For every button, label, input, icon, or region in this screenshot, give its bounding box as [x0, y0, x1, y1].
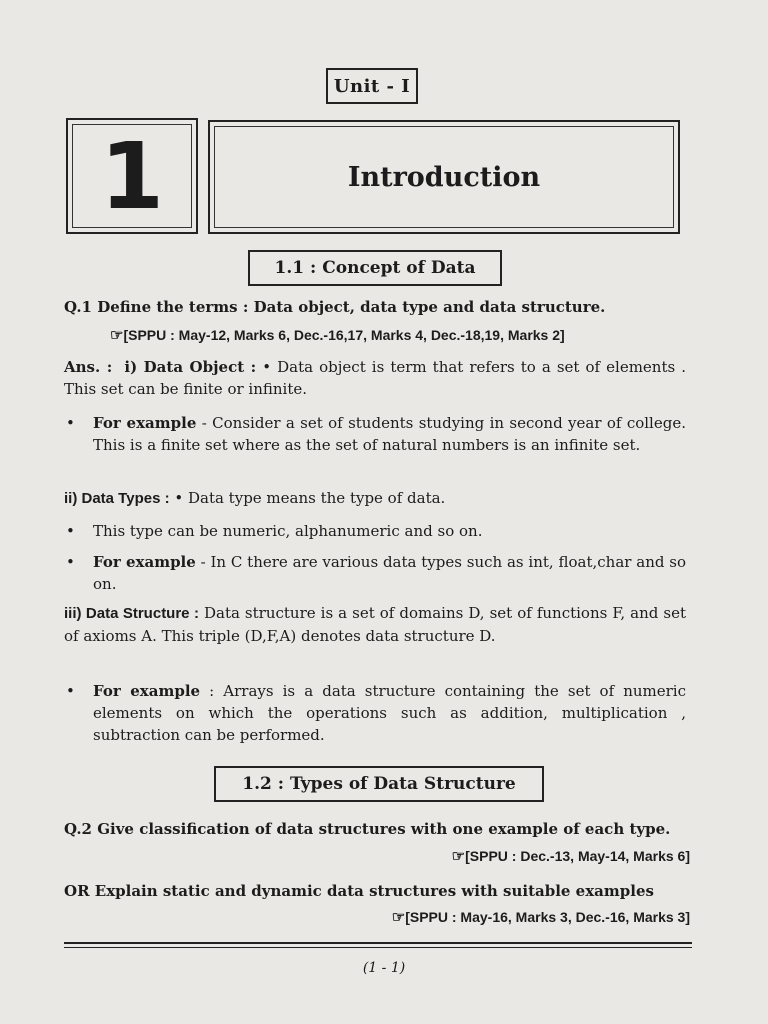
footer-rule [64, 942, 692, 944]
data-structure-heading: iii) Data Structure : [64, 605, 199, 622]
question-1: Q.1 Define the terms : Data object, data type and data structure. [64, 298, 606, 316]
pointing-hand-icon: ☞ [391, 909, 406, 926]
types-bullet-text: This type can be numeric, alphanumeric and so on. [93, 522, 483, 540]
question-2: Q.2 Give classification of data structures with one example of each type. [64, 820, 671, 838]
data-types-heading: ii) Data Types : [64, 490, 170, 507]
chapter-title: Introduction [214, 126, 674, 228]
question-2-reference [452, 845, 690, 868]
section-heading-types-of-data-structure: 1.2 : Types of Data Structure [214, 766, 544, 802]
question-2-alternate-reference [392, 906, 690, 929]
unit-label: Unit - I [326, 68, 418, 104]
bullet-icon: • [66, 414, 75, 432]
data-object-heading: i) Data Object : [124, 358, 257, 376]
pointing-hand-icon: ☞ [110, 327, 124, 344]
question-1-reference [110, 324, 565, 347]
example-3 [93, 680, 686, 746]
question-2-reference-text: [SPPU : Dec.-13, May-14, Marks 6] [465, 848, 690, 864]
question-2-alternate-reference-text: [SPPU : May-16, Marks 3, Dec.-16, Marks 3] [405, 909, 690, 925]
data-structure-paragraph [64, 602, 686, 647]
answer-label: Ans. : [64, 358, 113, 376]
chapter-number-box [66, 118, 198, 234]
section-heading-concept-of-data: 1.1 : Concept of Data [248, 250, 502, 286]
data-types-text: • Data type means the type of data. [169, 489, 446, 507]
example-2-heading: For example [93, 553, 196, 571]
example-3-text: : Arrays is a data structure containing the set of numeric elements on which the operations such as addition, multiplication , subtraction can be performed. [93, 682, 686, 744]
bullet-icon: • [66, 682, 75, 700]
answer-data-object [64, 356, 686, 400]
bullet-icon: • [66, 522, 75, 540]
chapter-title-box [208, 120, 680, 234]
bullet-icon: • [66, 553, 75, 571]
example-2 [93, 551, 686, 595]
chapter-number: 1 [72, 124, 192, 228]
example-1-heading: For example [93, 414, 197, 432]
data-object-text: • Data object is term that refers to a set of elements . This set can be finite or infinite. [64, 358, 686, 398]
page-number: (1 - 1) [362, 960, 406, 976]
footer-rule-thin [64, 947, 692, 948]
data-structure-text: Data structure is a set of domains D, set of functions F, and set of axioms A. This triple (D,F,A) denotes data structure D. [64, 604, 687, 645]
example-1-text: - Consider a set of students studying in second year of college. This is a finite set where as the set of natural numbers is an infinite set. [93, 414, 686, 454]
question-2-alternate: OR Explain static and dynamic data structures with suitable examples [64, 882, 654, 900]
example-1 [93, 412, 686, 456]
pointing-hand-icon: ☞ [451, 848, 466, 865]
example-2-text: - In C there are various data types such as int, float,char and so on. [93, 553, 686, 593]
example-3-heading: For example [93, 682, 201, 700]
data-types-line [64, 487, 686, 510]
question-1-reference-text: [SPPU : May-12, Marks 6, Dec.-16,17, Marks 4, Dec.-18,19, Marks 2] [123, 327, 565, 343]
